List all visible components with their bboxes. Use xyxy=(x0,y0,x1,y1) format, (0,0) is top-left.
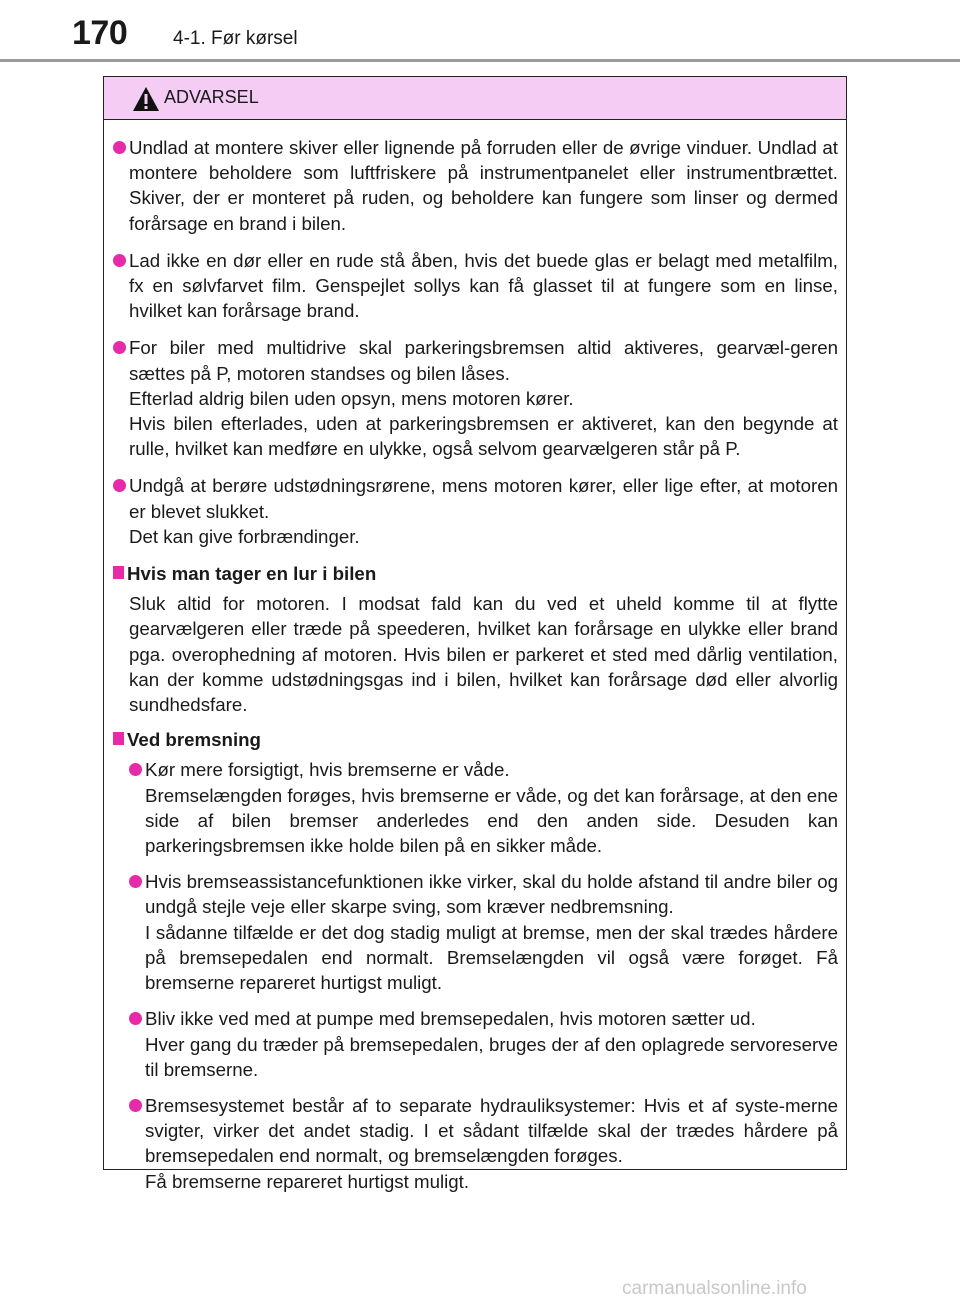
bullet-window-discs xyxy=(113,135,838,236)
section-title: 4-1. Før kørsel xyxy=(173,28,298,49)
warning-triangle-icon xyxy=(132,86,160,112)
bullet-dot-icon xyxy=(129,763,142,776)
paragraph: Undlad at montere skiver eller lignende på forruden eller de øvrige vinduer. Undlad at montere beholdere som luftfriskere på instrumentpanelet eller instrumentbrættet. Skiver, der er monteret på ruden, og beholdere kan fungere som linser og dermed forårsage en brand i bilen. xyxy=(129,137,838,234)
bullet-dot-icon xyxy=(113,141,126,154)
paragraph: For biler med multidrive skal parkeringsbremsen altid aktiveres, gearvæl-geren sættes på P, motoren standses og bilen låses. xyxy=(129,337,838,384)
warning-body xyxy=(104,120,846,1194)
paragraph: Hvis bremseassistancefunktionen ikke virker, skal du holde afstand til andre biler og undgå stejle veje eller skarpe sving, som kræver nedbremsning. xyxy=(145,871,838,918)
page-number: 170 xyxy=(72,14,128,52)
bullet-brake-assist xyxy=(129,869,838,995)
warning-box xyxy=(103,76,847,1192)
paragraph: Få bremserne repareret hurtigst muligt. xyxy=(145,1170,470,1192)
bullet-multidrive xyxy=(113,335,838,461)
header-rule xyxy=(0,59,960,62)
heading-text: Ved bremsning xyxy=(127,729,261,751)
bullet-dot-icon xyxy=(113,341,126,354)
bullet-open-door xyxy=(113,248,838,324)
bullet-dot-icon xyxy=(129,1012,142,1025)
braking-heading xyxy=(113,727,838,752)
bullet-dot-icon xyxy=(129,875,142,888)
paragraph: Undgå at berøre udstødningsrørene, mens motoren kører, eller lige efter, at motoren er blevet slukket. xyxy=(129,475,838,522)
paragraph: Efterlad aldrig bilen uden opsyn, mens motoren kører. xyxy=(129,387,574,409)
bullet-dot-icon xyxy=(129,1099,142,1112)
paragraph: Kør mere forsigtigt, hvis bremserne er våde. xyxy=(145,759,510,781)
heading-square-icon xyxy=(113,566,124,579)
nap-heading xyxy=(113,561,838,586)
paragraph: Det kan give forbrændinger. xyxy=(129,525,360,547)
bullet-dot-icon xyxy=(113,479,126,492)
heading-square-icon xyxy=(113,732,124,745)
bullet-wet-brakes xyxy=(129,757,838,858)
paragraph: Hvis bilen efterlades, uden at parkeringsbremsen er aktiveret, kan den begynde at rulle, hvilket kan medføre en ulykke, også selvom gearvælgeren står på P. xyxy=(129,413,838,460)
bullet-exhaust xyxy=(113,473,838,549)
bullet-dot-icon xyxy=(113,254,126,267)
nap-section xyxy=(113,591,838,717)
paragraph: I sådanne tilfælde er det dog stadig muligt at bremse, men der skal trædes hårdere på bremsepedalen end normalt. Bremselængden vil også være forøget. Få bremserne repareret hurtigst muligt. xyxy=(145,921,838,994)
warning-header xyxy=(104,77,846,120)
warning-title: ADVARSEL xyxy=(164,87,259,107)
paragraph: Bremselængden forøges, hvis bremserne er våde, og det kan forårsage, at den ene side af bilen bremser anderledes end den anden side. Desuden kan parkeringsbremsen ikke holde bilen på en sikker måde. xyxy=(145,784,838,857)
paragraph: Bremsesystemet består af to separate hydrauliksystemer: Hvis et af syste-merne svigter, virker det andet stadig. I et sådant tilfælde skal der trædes hårdere på bremsepedalen end normalt, og bremselængden forøges. xyxy=(145,1094,838,1167)
braking-section xyxy=(113,757,838,1193)
heading-text: Hvis man tager en lur i bilen xyxy=(127,563,377,585)
paragraph: Bliv ikke ved med at pumpe med bremsepedalen, hvis motoren sætter ud. xyxy=(145,1008,756,1030)
paragraph: Sluk altid for motoren. I modsat fald kan du ved et uheld komme til at flytte gearvælgeren eller træde på speederen, hvilket kan forårsage en ulykke eller brand pga. overophedning af motoren. Hvis bilen er parkeret et sted med dårlig ventilation, kan der komme udstødningsgas ind i bilen, hvilket kan forårsage død eller alvorlig sundhedsfare. xyxy=(129,593,838,716)
watermark: carmanualsonline.info xyxy=(622,1278,807,1299)
bullet-hydraulic xyxy=(129,1093,838,1194)
paragraph: Lad ikke en dør eller en rude stå åben, hvis det buede glas er belagt med metalfilm, fx en sølvfarvet film. Genspejlet sollys kan få glasset til at fungere som en linse, hvilket kan forårsage brand. xyxy=(129,249,838,322)
bullet-pumping xyxy=(129,1006,838,1082)
paragraph: Hver gang du træder på bremsepedalen, bruges der af den oplagrede servoreserve til bremserne. xyxy=(145,1033,838,1080)
